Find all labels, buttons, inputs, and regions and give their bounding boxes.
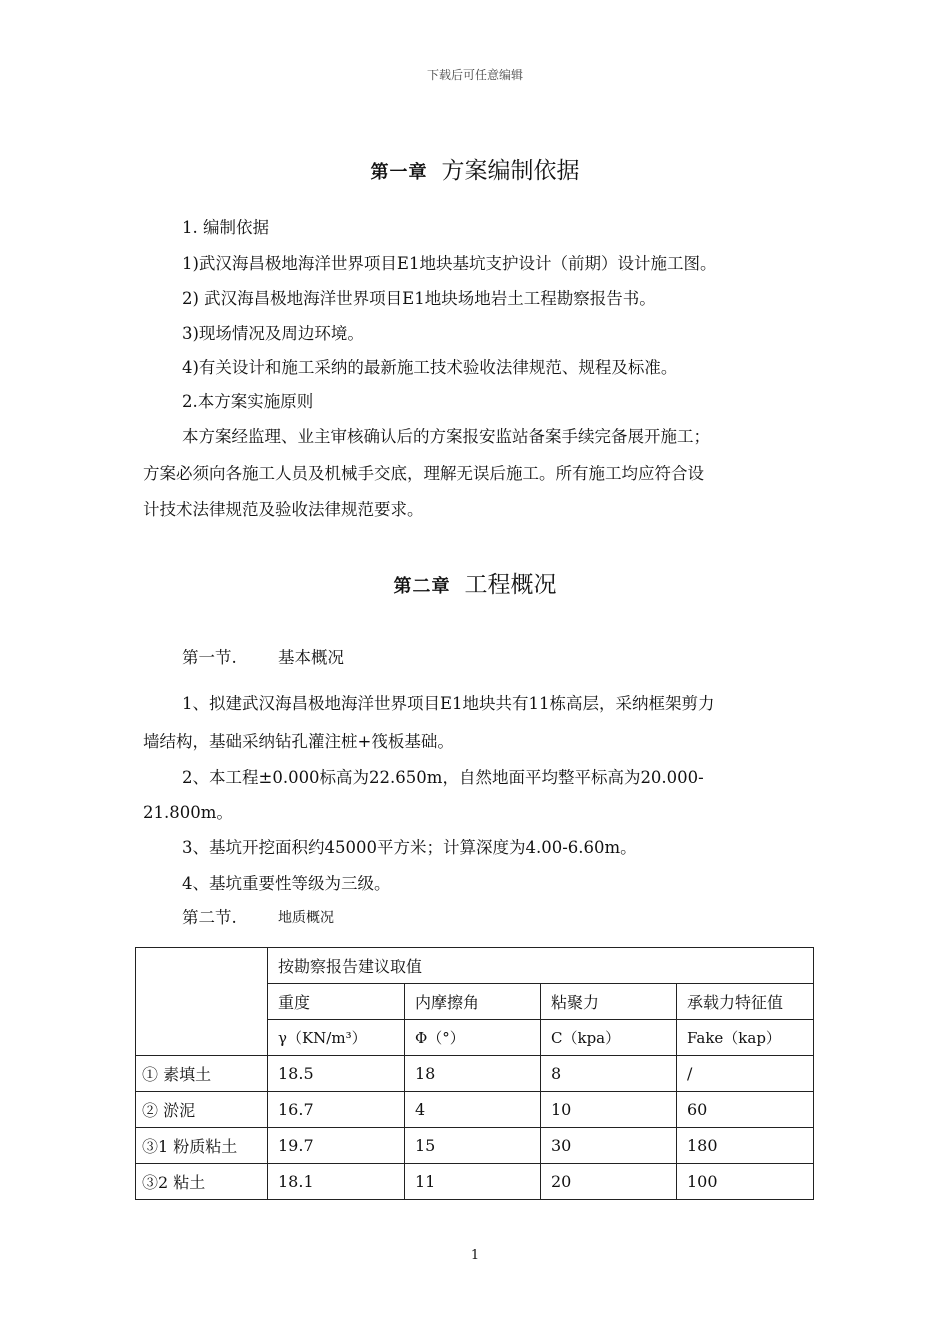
chapter-1-title: 方案编制依据	[441, 158, 580, 184]
row-value: 4	[405, 1092, 541, 1128]
principle-heading: 2.本方案实施原则	[182, 392, 314, 411]
unit-unit-weight: γ（KN/m³）	[268, 1020, 405, 1056]
chapter-1-heading	[0, 152, 950, 185]
section-2-heading	[182, 904, 334, 928]
overview-item-1-line-2: 墙结构，基础采纳钻孔灌注桩+筏板基础。	[143, 732, 454, 751]
basis-item-2: 2) 武汉海昌极地海洋世界项目E1地块场地岩土工程勘察报告书。	[182, 289, 656, 308]
overview-item-2-line-2: 21.800m。	[143, 803, 233, 822]
section-1-label: 第一节.	[182, 648, 237, 667]
principle-para-line-2: 方案必须向各施工人员及机械手交底，理解无误后施工。所有施工均应符合设	[143, 464, 704, 483]
row-value: 18.5	[268, 1056, 405, 1092]
unit-bearing-capacity: Fake（kap）	[677, 1020, 814, 1056]
overview-item-2-line-1: 2、本工程±0.000标高为22.650m，自然地面平均整平标高为20.000-	[182, 768, 704, 787]
row-value: 100	[677, 1164, 814, 1200]
section-2-label: 第二节.	[182, 908, 237, 927]
row-value: 16.7	[268, 1092, 405, 1128]
basis-item-3: 3)现场情况及周边环境。	[182, 324, 364, 343]
row-value: 18.1	[268, 1164, 405, 1200]
row-value: 10	[541, 1092, 677, 1128]
header-unit-weight: 重度	[268, 984, 405, 1020]
table-row	[136, 1056, 814, 1092]
row-soil-name: ③2 粘土	[136, 1164, 268, 1200]
row-soil-name: ③1 粉质粘土	[136, 1128, 268, 1164]
principle-para-line-1: 本方案经监理、业主审核确认后的方案报安监站备案手续完备展开施工；	[182, 427, 710, 446]
chapter-2-number: 第二章	[393, 576, 451, 597]
header-friction-angle: 内摩擦角	[405, 984, 541, 1020]
principle-para-line-3: 计技术法律规范及验收法律规范要求。	[143, 500, 424, 519]
basis-heading: 1. 编制依据	[182, 218, 269, 237]
row-value: 60	[677, 1092, 814, 1128]
soil-parameter-table	[135, 947, 814, 1200]
table-group-header: 按勘察报告建议取值	[268, 948, 814, 984]
overview-item-3: 3、基坑开挖面积约45000平方米；计算深度为4.00-6.60m。	[182, 838, 637, 857]
basis-item-4: 4)有关设计和施工采纳的最新施工技术验收法律规范、规程及标准。	[182, 358, 678, 377]
header-cohesion: 粘聚力	[541, 984, 677, 1020]
page-header-note: 下载后可任意编辑	[426, 68, 523, 82]
table-row	[136, 1092, 814, 1128]
chapter-2-title: 工程概况	[464, 572, 557, 598]
row-soil-name: ② 淤泥	[136, 1092, 268, 1128]
table-row	[136, 1164, 814, 1200]
page-number: 1	[470, 1248, 480, 1263]
section-2-title: 地质概况	[278, 910, 334, 926]
row-value: 180	[677, 1128, 814, 1164]
section-1-heading	[182, 644, 344, 668]
row-value: /	[677, 1056, 814, 1092]
row-value: 20	[541, 1164, 677, 1200]
unit-friction-angle: Φ（°）	[405, 1020, 541, 1056]
table-row	[136, 1128, 814, 1164]
row-value: 19.7	[268, 1128, 405, 1164]
overview-item-4: 4、基坑重要性等级为三级。	[182, 874, 391, 893]
row-value: 8	[541, 1056, 677, 1092]
table-corner-cell	[136, 948, 268, 1056]
section-1-title: 基本概况	[278, 648, 344, 667]
basis-item-1: 1)武汉海昌极地海洋世界项目E1地块基坑支护设计（前期）设计施工图。	[182, 254, 717, 273]
row-value: 18	[405, 1056, 541, 1092]
chapter-1-number: 第一章	[370, 162, 428, 183]
chapter-2-heading	[0, 566, 950, 599]
row-value: 15	[405, 1128, 541, 1164]
unit-cohesion: C（kpa）	[541, 1020, 677, 1056]
header-bearing-capacity: 承载力特征值	[677, 984, 814, 1020]
overview-item-1-line-1: 1、拟建武汉海昌极地海洋世界项目E1地块共有11栋高层，采纳框架剪力	[182, 694, 715, 713]
table-group-header-row	[136, 948, 814, 984]
row-value: 11	[405, 1164, 541, 1200]
row-soil-name: ① 素填土	[136, 1056, 268, 1092]
row-value: 30	[541, 1128, 677, 1164]
